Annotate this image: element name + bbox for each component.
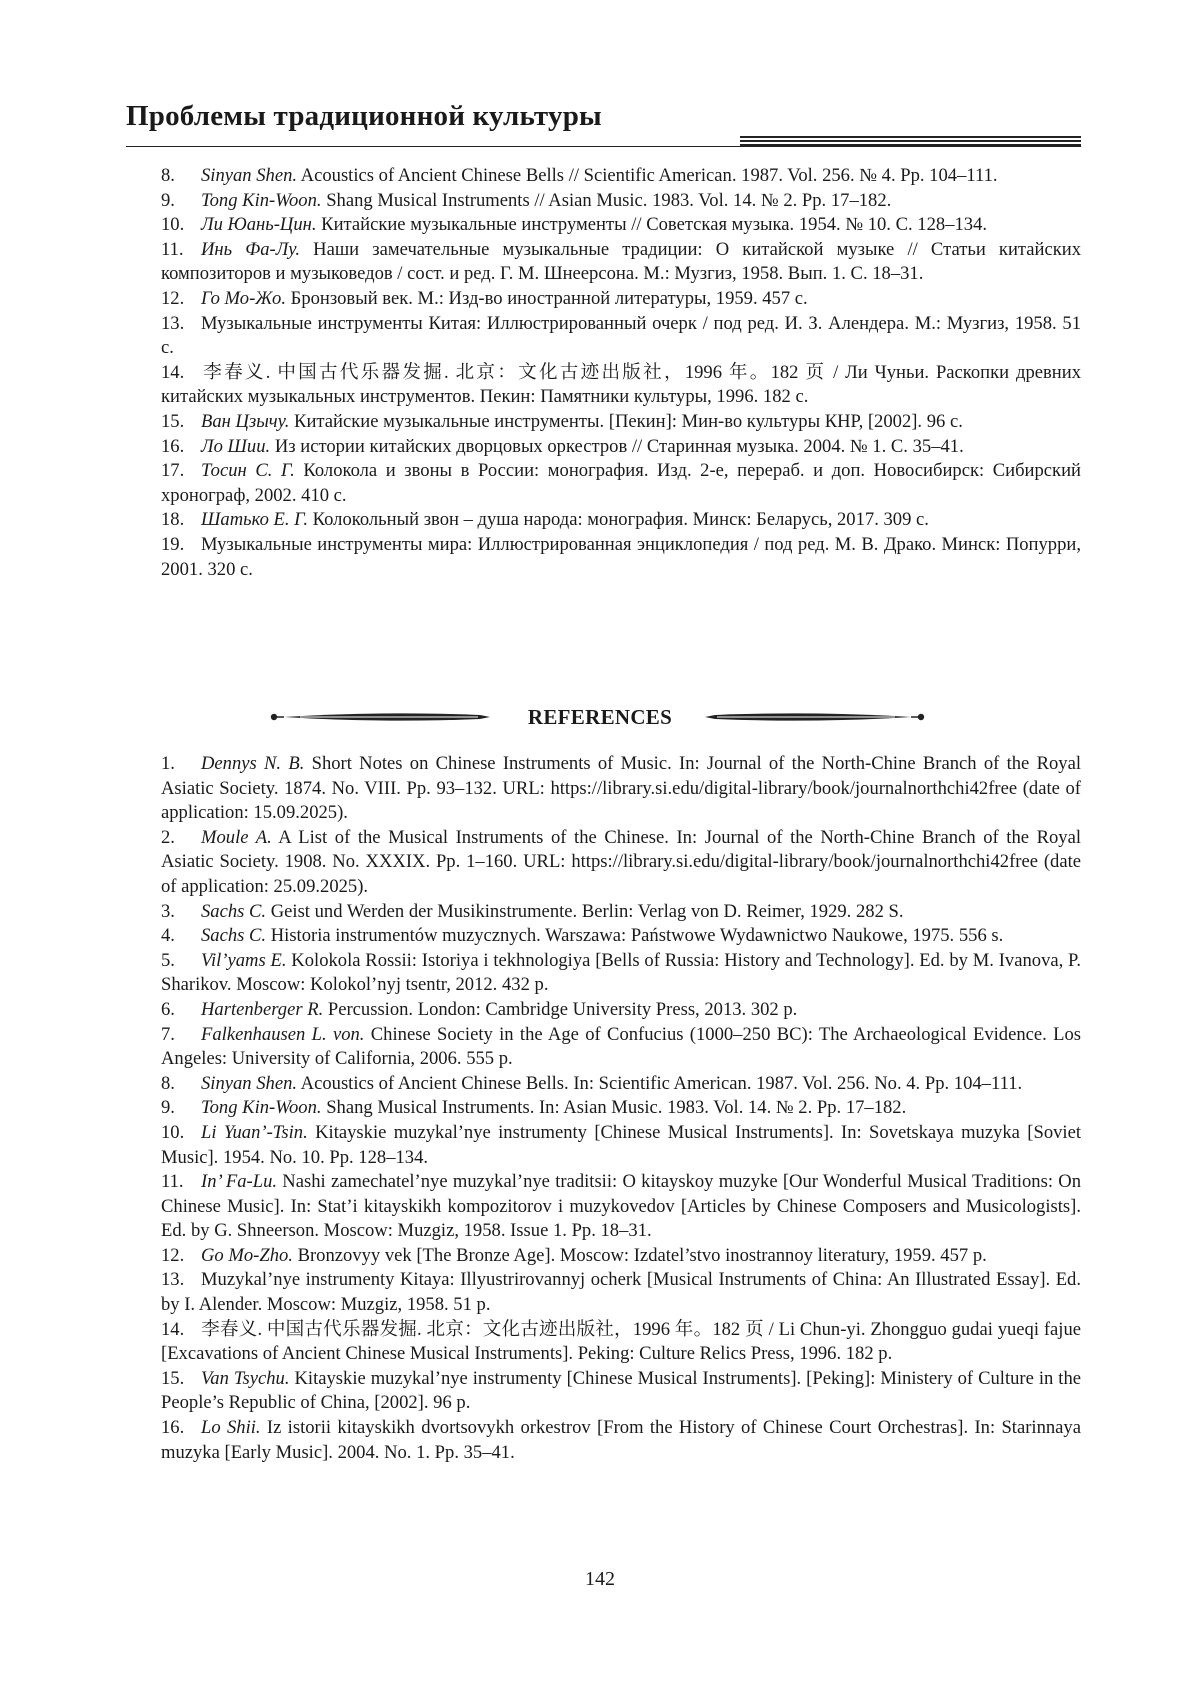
reference-text: Acoustics of Ancient Chinese Bells. In: Scientific American. 1987. Vol. 256. No. 4. Pp. 104–111.: [297, 1072, 1023, 1094]
reference-text: Музыкальные инструменты Китая: Иллюстрированный очерк / под ред. И. З. Алендера. М.: Музгиз, 1958. 51 с.: [161, 312, 1081, 359]
reference-text: Muzykal’nye instrumenty Kitaya: Illyustrirovannyj ocherk [Musical Instruments of China: An Illustrated Essay]. Ed. by I. Alender. Moscow: Muzgiz, 1958. 51 p.: [161, 1269, 1081, 1316]
reference-number: 9.: [161, 1097, 175, 1119]
reference-text: Колокола и звоны в России: монография. Изд. 2-е, перераб. и доп. Новосибирск: Сибирский хронограф, 2002. 410 с.: [161, 460, 1081, 506]
reference-author: Sachs C.: [201, 925, 267, 947]
reference-text: 李春义. 中国古代乐器发掘. 北京：文化古迹出版社，1996 年。182 页 / Ли Чуньи. Раскопки древних китайских музыкальных инструментов. Пекин: Памятники культуры, 1996. 182 с.: [161, 361, 1081, 408]
reference-entry: [161, 1367, 1081, 1416]
english-references-list: [161, 752, 1081, 1465]
reference-number: 15.: [161, 1367, 185, 1389]
references-heading-block: [0, 700, 1200, 734]
reference-entry: [161, 1318, 1081, 1367]
reference-number: 6.: [161, 998, 175, 1020]
reference-text: Chinese Society in the Age of Confucius (1000–250 BC): The Archaeological Evidence. Los Angeles: University of California, 2006. 555 p.: [161, 1023, 1081, 1070]
reference-entry: [161, 312, 1081, 361]
reference-author: Тосин С. Г.: [201, 460, 295, 482]
reference-author: Ван Цзычу.: [201, 410, 290, 432]
reference-entry: [161, 238, 1081, 287]
reference-author: Lo Shii.: [201, 1417, 261, 1439]
reference-number: 19.: [161, 533, 185, 555]
reference-author: Li Yuan’-Tsin.: [201, 1121, 308, 1143]
reference-author: Tong Kin-Woon.: [201, 189, 322, 211]
reference-author: Sachs C.: [201, 900, 267, 922]
reference-number: 8.: [161, 1072, 175, 1094]
reference-text: Nashi zamechatel’nye muzykal’nye traditsii: O kitayskoy muzyke [Our Wonderful Musical Traditions: On Chinese Music]. In: Stat’i kitayskikh kompozitorov i muzykovedov [Articles by Chinese Composers and Musicologists]. Ed. by G. Shneerson. Moscow: Muzgiz, 1958. Issue 1. Pp. 18–31.: [161, 1171, 1081, 1242]
reference-entry: [161, 1416, 1081, 1465]
reference-author: Инь Фа-Лу.: [201, 238, 301, 260]
running-header-title: Проблемы традиционной культуры: [126, 100, 602, 132]
reference-number: 3.: [161, 900, 175, 922]
reference-number: 11.: [161, 1171, 184, 1193]
reference-text: Колокольный звон – душа народа: монография. Минск: Беларусь, 2017. 309 с.: [308, 509, 929, 531]
reference-number: 2.: [161, 826, 175, 848]
reference-text: Percussion. London: Cambridge University Press, 2013. 302 p.: [323, 998, 798, 1020]
reference-text: Iz istorii kitayskikh dvortsovykh orkestrov [From the History of Chinese Court Orchestras]. In: Starinnaya muzyka [Early Music]. 2004. No. 1. Pp. 35–41.: [161, 1417, 1081, 1463]
reference-number: 12.: [161, 1244, 185, 1266]
reference-number: 15.: [161, 410, 185, 432]
reference-entry: [161, 1170, 1081, 1244]
reference-text: Музыкальные инструменты мира: Иллюстрированная энциклопедия / под ред. М. В. Драко. Минск: Попурри, 2001. 320 с.: [161, 533, 1081, 580]
reference-entry: [161, 164, 1081, 189]
reference-number: 7.: [161, 1023, 175, 1045]
reference-number: 10.: [161, 214, 185, 236]
reference-entry: [161, 459, 1081, 508]
reference-text: Kitayskie muzykal’nye instrumenty [Chinese Musical Instruments]. [Peking]: Ministery of Culture in the People’s Republic of China, [2002]. 96 p.: [161, 1367, 1082, 1414]
page-number: 142: [585, 1568, 615, 1590]
reference-entry: [161, 361, 1081, 410]
reference-entry: [161, 752, 1081, 826]
reference-text: Из истории китайских дворцовых оркестров // Старинная музыка. 2004. № 1. С. 35–41.: [270, 435, 964, 457]
reference-number: 14.: [161, 361, 185, 383]
reference-number: 4.: [161, 925, 175, 947]
reference-entry: [161, 1268, 1081, 1317]
ornament-right-icon: [700, 710, 925, 724]
reference-entry: [161, 410, 1081, 435]
reference-author: Go Mo-Zho.: [201, 1244, 293, 1266]
reference-text: Historia instrumentów muzycznych. Warszawa: Państwowe Wydawnictwo Naukowe, 1975. 556 s.: [266, 925, 1004, 947]
reference-author: Moule A.: [201, 826, 272, 848]
reference-entry: [161, 508, 1081, 533]
reference-number: 5.: [161, 949, 175, 971]
reference-author: Шатько Е. Г.: [201, 509, 308, 531]
reference-entry: [161, 533, 1081, 582]
reference-author: Vil’yams E.: [201, 949, 287, 971]
reference-text: Бронзовый век. М.: Изд-во иностранной литературы, 1959. 457 с.: [286, 287, 808, 309]
reference-number: 1.: [161, 753, 175, 774]
reference-author: Dennys N. B.: [201, 753, 305, 774]
reference-author: Falkenhausen L. von.: [201, 1023, 365, 1045]
reference-number: 8.: [161, 165, 175, 186]
reference-text: Bronzovyy vek [The Bronze Age]. Moscow: Izdatel’stvo inostrannoy literatury, 1959. 457 p.: [292, 1244, 987, 1266]
reference-entry: [161, 1121, 1081, 1170]
reference-text: Acoustics of Ancient Chinese Bells // Scientific American. 1987. Vol. 256. № 4. Pp. 104–111.: [297, 165, 998, 186]
reference-author: Ло Шии.: [201, 435, 271, 457]
reference-number: 13.: [161, 312, 185, 334]
reference-entry: [161, 949, 1081, 998]
reference-text: Shang Musical Instruments // Asian Music. 1983. Vol. 14. № 2. Pp. 17–182.: [321, 189, 892, 211]
reference-text: Китайские музыкальные инструменты // Советская музыка. 1954. № 10. С. 128–134.: [316, 214, 988, 236]
reference-author: Van Tsychu.: [201, 1367, 290, 1389]
reference-entry: [161, 998, 1081, 1023]
reference-number: 16.: [161, 435, 185, 457]
reference-entry: [161, 213, 1081, 238]
reference-text: Short Notes on Chinese Instruments of Music. In: Journal of the North-Chine Branch of the Royal Asiatic Society. 1874. No. VIII. Pp. 93–132. URL: https://library.si.edu/digital-library/book/journalnorthchi42free (date of application: 15.09.2025).: [161, 753, 1081, 824]
reference-text: Kolokola Rossii: Istoriya i tekhnologiya [Bells of Russia: History and Technology]. Ed. by M. Ivanova, P. Sharikov. Moscow: Kolokol’nyj tsentr, 2012. 432 p.: [161, 949, 1081, 996]
reference-author: Hartenberger R.: [201, 998, 324, 1020]
reference-entry: [161, 287, 1081, 312]
reference-number: 13.: [161, 1269, 185, 1291]
header-rule: [126, 146, 1081, 147]
reference-entry: [161, 826, 1081, 900]
reference-number: 16.: [161, 1417, 185, 1439]
reference-author: Sinyan Shen.: [201, 165, 298, 186]
reference-text: Shang Musical Instruments. In: Asian Music. 1983. Vol. 14. № 2. Pp. 17–182.: [321, 1097, 907, 1119]
reference-author: Ли Юань-Цин.: [201, 214, 317, 236]
reference-number: 18.: [161, 509, 185, 531]
reference-author: In’ Fa-Lu.: [201, 1171, 278, 1193]
reference-number: 12.: [161, 287, 185, 309]
reference-text: Наши замечательные музыкальные традиции: О китайской музыке // Статьи китайских композиторов и музыковедов / сост. и ред. Г. М. Шнеерсона. М.: Музгиз, 1958. Вып. 1. С. 18–31.: [161, 238, 1081, 285]
reference-entry: [161, 189, 1081, 214]
reference-text: 李春义. 中国古代乐器发掘. 北京：文化古迹出版社，1996 年。182 页 / Li Chun-yi. Zhongguo gudai yueqi fajue [Excavations of Ancient Chinese Musical Instruments]. Peking: Culture Relics Press, 1996. 182 p.: [161, 1318, 1081, 1365]
reference-number: 17.: [161, 460, 185, 482]
reference-entry: [161, 435, 1081, 460]
reference-entry: [161, 924, 1081, 949]
reference-author: Sinyan Shen.: [201, 1072, 298, 1094]
reference-text: Geist und Werden der Musikinstrumente. Berlin: Verlag von D. Reimer, 1929. 282 S.: [266, 900, 904, 922]
reference-entry: [161, 900, 1081, 925]
references-section-title: REFERENCES: [527, 705, 673, 729]
reference-number: 10.: [161, 1121, 185, 1143]
reference-number: 9.: [161, 189, 175, 211]
russian-references-list: [161, 164, 1081, 582]
reference-entry: [161, 1072, 1081, 1097]
reference-entry: [161, 1023, 1081, 1072]
reference-entry: [161, 1096, 1081, 1121]
reference-author: Tong Kin-Woon.: [201, 1097, 322, 1119]
reference-entry: [161, 1244, 1081, 1269]
reference-number: 11.: [161, 238, 184, 260]
reference-text: Kitayskie muzykal’nye instrumenty [Chinese Musical Instruments]. In: Sovetskaya muzyka [Soviet Music]. 1954. No. 10. Pp. 128–134.: [161, 1121, 1081, 1168]
reference-text: Китайские музыкальные инструменты. [Пекин]: Мин-во культуры КНР, [2002]. 96 с.: [289, 410, 963, 432]
reference-author: Го Мо-Жо.: [201, 287, 287, 309]
reference-text: A List of the Musical Instruments of the Chinese. In: Journal of the North-Chine Branch of the Royal Asiatic Society. 1908. No. XXXIX. Pp. 1–160. URL: https://library.si.edu/digital-library/book/journalnorthchi42free (date of application: 25.09.2025).: [161, 826, 1081, 897]
reference-number: 14.: [161, 1318, 185, 1340]
